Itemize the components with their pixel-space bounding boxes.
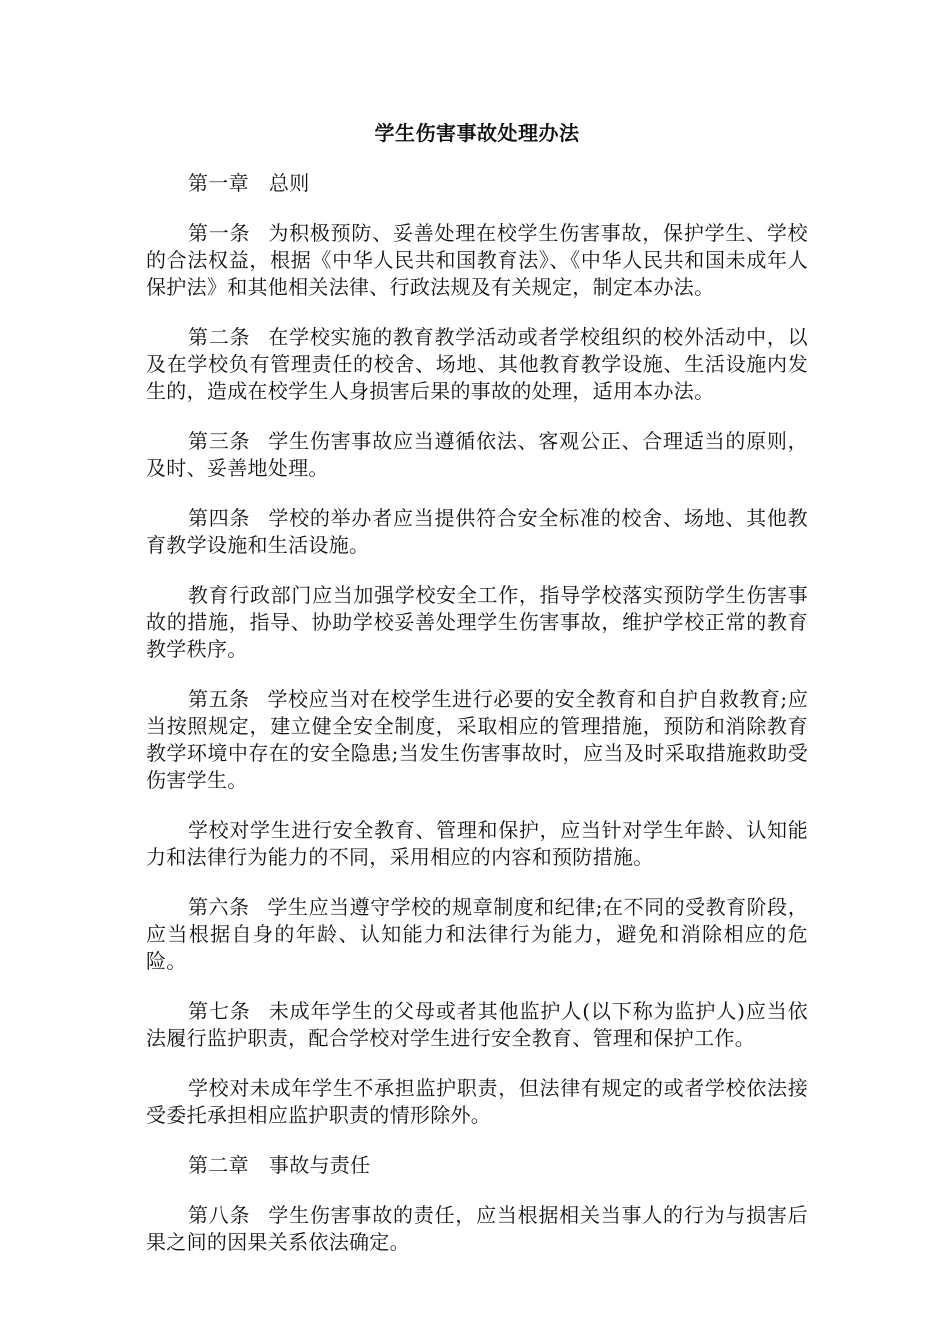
article-text: 为积极预防、妥善处理在校学生伤害事故，保护学生、学校的合法权益，根据《中华人民共和国教育法》、《中华人民共和国未成年人保护法》和其他相关法律、行政法规及有关规定，制定本办法。 bbox=[146, 221, 808, 299]
article-text: 教育行政部门应当加强学校安全工作，指导学校落实预防学生伤害事故的措施，指导、协助学校妥善处理学生伤害事故，维护学校正常的教育教学秩序。 bbox=[146, 583, 808, 661]
article-7 bbox=[146, 998, 808, 1052]
article-number: 第七条 bbox=[188, 999, 251, 1023]
chapter-number: 第二章 bbox=[188, 1153, 249, 1177]
article-number: 第二条 bbox=[188, 325, 251, 349]
article-2 bbox=[146, 324, 808, 405]
article-4-paragraph-2 bbox=[146, 582, 808, 663]
article-number: 第四条 bbox=[188, 506, 251, 530]
article-3 bbox=[146, 428, 808, 482]
article-text: 学校对学生进行安全教育、管理和保护，应当针对学生年龄、认知能力和法律行为能力的不同，采用相应的内容和预防措施。 bbox=[146, 818, 808, 869]
article-7-paragraph-2 bbox=[146, 1075, 808, 1129]
chapter-number: 第一章 bbox=[188, 171, 249, 195]
article-number: 第三条 bbox=[188, 429, 251, 453]
article-number: 第五条 bbox=[188, 687, 250, 711]
article-1 bbox=[146, 220, 808, 301]
chapter-heading-2 bbox=[146, 1152, 808, 1179]
article-number: 第八条 bbox=[188, 1203, 251, 1227]
article-4 bbox=[146, 505, 808, 559]
article-text: 学校对未成年学生不承担监护职责，但法律有规定的或者学校依法接受委托承担相应监护职责的情形除外。 bbox=[146, 1076, 808, 1127]
article-text: 在学校实施的教育教学活动或者学校组织的校外活动中，以及在学校负有管理责任的校舍、场地、其他教育教学设施、生活设施内发生的，造成在校学生人身损害后果的事故的处理，适用本办法。 bbox=[146, 325, 808, 403]
chapter-title: 总则 bbox=[268, 171, 310, 195]
article-5 bbox=[146, 686, 808, 794]
article-text: 学校应当对在校学生进行必要的安全教育和自护自救教育;应当按照规定，建立健全安全制度，采取相应的管理措施，预防和消除教育教学环境中存在的安全隐患;当发生伤害事故时，应当及时采取措施救助受伤害学生。 bbox=[146, 687, 808, 792]
article-text: 未成年学生的父母或者其他监护人(以下称为监护人)应当依法履行监护职责，配合学校对学生进行安全教育、管理和保护工作。 bbox=[146, 999, 808, 1050]
article-number: 第六条 bbox=[188, 895, 250, 919]
document-title: 学生伤害事故处理办法 bbox=[374, 121, 580, 145]
article-text: 学生伤害事故的责任，应当根据相关当事人的行为与损害后果之间的因果关系依法确定。 bbox=[146, 1203, 808, 1254]
article-number: 第一条 bbox=[188, 221, 251, 245]
document-page bbox=[146, 120, 808, 1279]
article-text: 学生伤害事故应当遵循依法、客观公正、合理适当的原则，及时、妥善地处理。 bbox=[146, 429, 808, 480]
chapter-heading-1 bbox=[146, 170, 808, 197]
article-text: 学生应当遵守学校的规章制度和纪律;在不同的受教育阶段，应当根据自身的年龄、认知能力和法律行为能力，避免和消除相应的危险。 bbox=[146, 895, 808, 973]
article-6 bbox=[146, 894, 808, 975]
article-5-paragraph-2 bbox=[146, 817, 808, 871]
chapter-title: 事故与责任 bbox=[268, 1153, 371, 1177]
article-text: 学校的举办者应当提供符合安全标准的校舍、场地、其他教育教学设施和生活设施。 bbox=[146, 506, 808, 557]
article-8 bbox=[146, 1202, 808, 1256]
